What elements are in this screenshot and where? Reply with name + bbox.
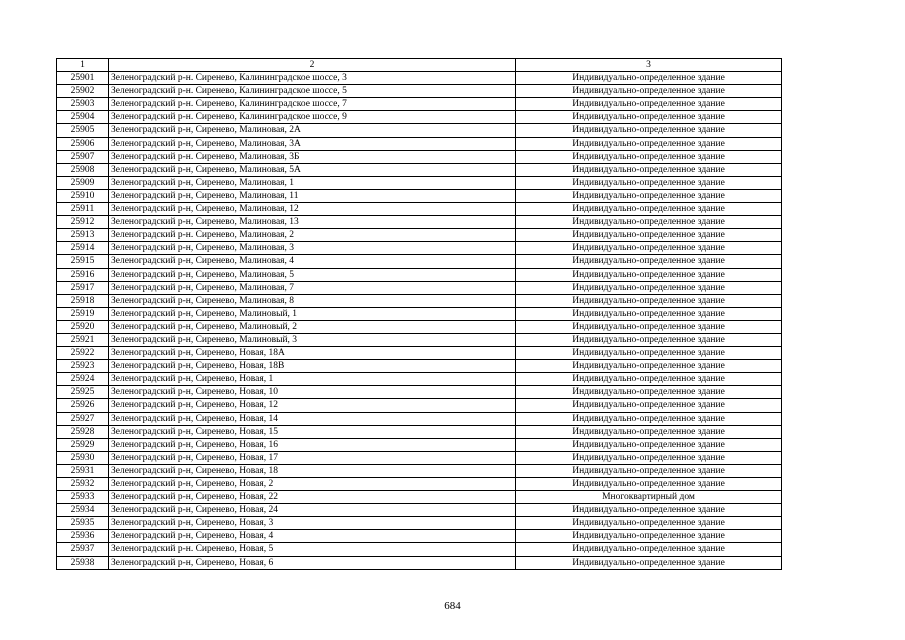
table-row [57,333,782,346]
table-row [57,176,782,189]
table-row [57,504,782,517]
address-cell: Зеленоградский р-н, Сиренево, Малиновая, 5 [109,268,516,281]
row-number: 25901 [57,72,109,85]
table-row [57,412,782,425]
object-type-cell: Индивидуально-определенное здание [516,137,782,150]
table-row [57,425,782,438]
object-type-cell: Индивидуально-определенное здание [516,504,782,517]
address-cell: Зеленоградский р-н, Сиренево, Новая, 1 [109,373,516,386]
object-type-cell: Индивидуально-определенное здание [516,98,782,111]
row-number: 25928 [57,425,109,438]
address-cell: Зеленоградский р-н, Сиренево, Малиновая, 3А [109,137,516,150]
address-cell: Зеленоградский р-н, Сиренево, Новая, 18 [109,464,516,477]
address-cell: Зеленоградский р-н, Сиренево, Новая, 10 [109,386,516,399]
address-cell: Зеленоградский р-н, Сиренево, Малиновая, 12 [109,203,516,216]
address-cell: Зеленоградский р-н, Сиренево, Малиновая, 1 [109,176,516,189]
address-cell: Зеленоградский р-н, Сиренево, Малиновая, 2А [109,124,516,137]
row-number: 25912 [57,216,109,229]
address-cell: Зеленоградский р-н, Сиренево, Малиновый, 3 [109,333,516,346]
row-number: 25936 [57,530,109,543]
row-number: 25930 [57,451,109,464]
table-row [57,242,782,255]
row-number: 25909 [57,176,109,189]
table-row [57,268,782,281]
object-type-cell: Индивидуально-определенное здание [516,451,782,464]
object-type-cell: Индивидуально-определенное здание [516,124,782,137]
table-row [57,137,782,150]
row-number: 25934 [57,504,109,517]
object-type-cell: Индивидуально-определенное здание [516,399,782,412]
row-number: 25915 [57,255,109,268]
row-number: 25906 [57,137,109,150]
object-type-cell: Индивидуально-определенное здание [516,229,782,242]
address-cell: Зеленоградский р-н, Сиренево, Малиновая, 5А [109,163,516,176]
object-type-cell: Индивидуально-определенное здание [516,294,782,307]
address-cell: Зеленоградский р-н, Сиренево, Новая, 14 [109,412,516,425]
table-header-row [57,59,782,72]
object-type-cell: Индивидуально-определенное здание [516,438,782,451]
object-type-cell: Индивидуально-определенное здание [516,333,782,346]
table-row [57,72,782,85]
object-type-cell: Индивидуально-определенное здание [516,464,782,477]
buildings-table [56,58,782,570]
row-number: 25907 [57,150,109,163]
table-row [57,556,782,569]
row-number: 25935 [57,517,109,530]
row-number: 25938 [57,556,109,569]
object-type-cell: Индивидуально-определенное здание [516,268,782,281]
row-number: 25903 [57,98,109,111]
address-cell: Зеленоградский р-н. Сиренево, Калининградское шоссе, 3 [109,72,516,85]
object-type-cell: Индивидуально-определенное здание [516,320,782,333]
address-cell: Зеленоградский р-н, Сиренево, Малиновая, 11 [109,189,516,202]
table-row [57,543,782,556]
row-number: 25911 [57,203,109,216]
table-row [57,464,782,477]
table-row [57,373,782,386]
object-type-cell: Индивидуально-определенное здание [516,360,782,373]
row-number: 25902 [57,85,109,98]
object-type-cell: Индивидуально-определенное здание [516,216,782,229]
row-number: 25937 [57,543,109,556]
address-cell: Зеленоградский р-н, Сиренево, Малиновая, 3 [109,242,516,255]
table-row [57,163,782,176]
address-cell: Зеленоградский р-н. Сиренево, Новая, 5 [109,543,516,556]
row-number: 25923 [57,360,109,373]
address-cell: Зеленоградский р-н, Сиренево, Новая, 6 [109,556,516,569]
row-number: 25925 [57,386,109,399]
row-number: 25924 [57,373,109,386]
object-type-cell: Индивидуально-определенное здание [516,203,782,216]
address-cell: Зеленоградский р-н, Сиренево, Малиновая, 7 [109,281,516,294]
address-cell: Зеленоградский р-н. Сиренево, Малиновая, 2 [109,229,516,242]
document-table-container [56,58,781,570]
table-row [57,281,782,294]
row-number: 25908 [57,163,109,176]
table-row [57,451,782,464]
object-type-cell: Индивидуально-определенное здание [516,163,782,176]
address-cell: Зеленоградский р-н, Сиренево, Малиновая, 13 [109,216,516,229]
object-type-cell: Индивидуально-определенное здание [516,307,782,320]
object-type-cell: Индивидуально-определенное здание [516,242,782,255]
object-type-cell: Индивидуально-определенное здание [516,373,782,386]
address-cell: Зеленоградский р-н. Сиренево, Малиновая, 3Б [109,150,516,163]
address-cell: Зеленоградский р-н, Сиренево, Малиновый, 2 [109,320,516,333]
table-row [57,294,782,307]
address-cell: Зеленоградский р-н, Сиренево, Новая, 17 [109,451,516,464]
table-row [57,438,782,451]
object-type-cell: Индивидуально-определенное здание [516,543,782,556]
object-type-cell: Индивидуально-определенное здание [516,255,782,268]
table-row [57,229,782,242]
object-type-cell: Индивидуально-определенное здание [516,556,782,569]
address-cell: Зеленоградский р-н, Сиренево, Новая, 18В [109,360,516,373]
object-type-cell: Индивидуально-определенное здание [516,150,782,163]
table-row [57,399,782,412]
row-number: 25913 [57,229,109,242]
object-type-cell: Индивидуально-определенное здание [516,85,782,98]
table-row [57,360,782,373]
object-type-cell: Индивидуально-определенное здание [516,347,782,360]
table-row [57,85,782,98]
table-row [57,347,782,360]
row-number: 25914 [57,242,109,255]
address-cell: Зеленоградский р-н, Сиренево, Новая, 24 [109,504,516,517]
address-cell: Зеленоградский р-н, Сиренево, Новая, 2 [109,478,516,491]
address-cell: Зеленоградский р-н, Сиренево, Новая, 15 [109,425,516,438]
row-number: 25910 [57,189,109,202]
object-type-cell: Многоквартирный дом [516,491,782,504]
page-number: 684 [444,600,461,612]
row-number: 25931 [57,464,109,477]
table-row [57,216,782,229]
object-type-cell: Индивидуально-определенное здание [516,478,782,491]
table-row [57,150,782,163]
table-row [57,111,782,124]
address-cell: Зеленоградский р-н. Сиренево, Калининградское шоссе, 5 [109,85,516,98]
table-row [57,386,782,399]
address-cell: Зеленоградский р-н, Сиренево, Малиновая, 4 [109,255,516,268]
object-type-cell: Индивидуально-определенное здание [516,386,782,399]
address-cell: Зеленоградский р-н, Сиренево, Новая, 4 [109,530,516,543]
row-number: 25921 [57,333,109,346]
table-row [57,530,782,543]
column-header-2: 2 [109,59,516,72]
row-number: 25922 [57,347,109,360]
row-number: 25929 [57,438,109,451]
object-type-cell: Индивидуально-определенное здание [516,72,782,85]
address-cell: Зеленоградский р-н, Сиренево, Новая, 22 [109,491,516,504]
table-row [57,203,782,216]
row-number: 25927 [57,412,109,425]
table-row [57,491,782,504]
address-cell: Зеленоградский р-н, Сиренево, Новая, 18А [109,347,516,360]
table-row [57,478,782,491]
address-cell: Зеленоградский р-н. Сиренево, Калининградское шоссе, 9 [109,111,516,124]
object-type-cell: Индивидуально-определенное здание [516,176,782,189]
column-header-3: 3 [516,59,782,72]
table-row [57,189,782,202]
address-cell: Зеленоградский р-н, Сиренево, Новая, 12 [109,399,516,412]
row-number: 25920 [57,320,109,333]
table-row [57,255,782,268]
object-type-cell: Индивидуально-определенное здание [516,530,782,543]
row-number: 25916 [57,268,109,281]
table-row [57,517,782,530]
table-row [57,124,782,137]
row-number: 25918 [57,294,109,307]
row-number: 25919 [57,307,109,320]
address-cell: Зеленоградский р-н, Сиренево, Малиновая, 8 [109,294,516,307]
object-type-cell: Индивидуально-определенное здание [516,412,782,425]
table-row [57,320,782,333]
object-type-cell: Индивидуально-определенное здание [516,111,782,124]
row-number: 25926 [57,399,109,412]
object-type-cell: Индивидуально-определенное здание [516,425,782,438]
row-number: 25905 [57,124,109,137]
row-number: 25932 [57,478,109,491]
address-cell: Зеленоградский р-н, Сиренево, Малиновый, 1 [109,307,516,320]
row-number: 25933 [57,491,109,504]
row-number: 25917 [57,281,109,294]
table-row [57,307,782,320]
object-type-cell: Индивидуально-определенное здание [516,281,782,294]
address-cell: Зеленоградский р-н, Сиренево, Новая, 3 [109,517,516,530]
object-type-cell: Индивидуально-определенное здание [516,189,782,202]
address-cell: Зеленоградский р-н, Сиренево, Новая, 16 [109,438,516,451]
column-header-1: 1 [57,59,109,72]
row-number: 25904 [57,111,109,124]
object-type-cell: Индивидуально-определенное здание [516,517,782,530]
address-cell: Зеленоградский р-н. Сиренево, Калининградское шоссе, 7 [109,98,516,111]
table-body [57,72,782,570]
table-row [57,98,782,111]
